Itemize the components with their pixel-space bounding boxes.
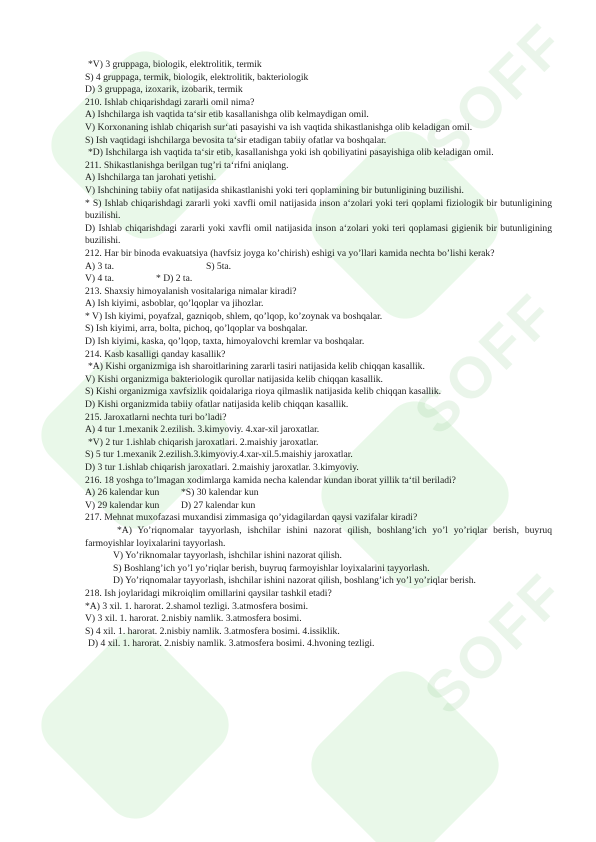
answer-option: A) Ish kiyimi, asboblar, qo’lqoplar va jihozlar. [85,298,264,310]
answer-option: D) 27 kalendar kun [181,499,256,511]
answer-option: *S) 30 kalendar kun [181,487,259,499]
answer-option: *V) 3 gruppaga, biologik, elektrolitik, termik [88,59,262,70]
answer-option: *A) Kishi organizmiga ish sharoitlarining zararli tasiri natijasida kelib chiqqan kasallik. [88,361,425,373]
answer-row [85,261,552,274]
answer-option: A) 26 kalendar kun [85,487,160,499]
answer-option: A) 3 ta. [85,260,115,272]
watermark-text: SOFF [402,280,569,447]
answer-option: A) Ishchilarga tan jarohati yetishi. [85,172,217,184]
answer-option: S) Boshlang’ich yo’l yo’riqlar berish, buyruq farmoyishlar loyixalarini tayyorlash. [113,562,430,574]
answer-option: S) 5 tur 1.mexanik 2.ezilish.3.kimyoviy.4.xar-xil.5.maishiy jaroxatlar. [85,449,353,461]
answer-option: S) 5ta. [206,260,232,272]
answer-option: D) Kishi organizmida tabiiy ofatlar natijasida kelib chiqqan kasallik. [85,399,349,411]
watermark-text: SOFF [412,560,579,727]
answer-option: V) Yo’riknomalar tayyorlash, ishchilar ishini nazorat qilish. [113,550,342,562]
answer-option: A) Ishchilarga ish vaqtida ta‘sir etib kasallanishga olib kelmaydigan omil. [85,109,369,121]
question-text: 210. Ishlab chiqarishdagi zararli omil nima? [85,96,255,108]
answer-option: D) 3 tur 1.ishlab chiqarish jaroxatlari. 2.maishiy jaroxatlar. 3.kimyoviy. [85,462,359,473]
watermark-shape [299,659,511,842]
answer-option: *V) 2 tur 1.ishlab chiqarish jaroxatlari. 2.maishiy jaroxatlar. [88,436,319,448]
question-text: 218. Ish joylaridagi mikroiqlim omillarini qaysilar tashkil etadi? [85,587,332,599]
question-text: 217. Mehnat muxofazasi muxandisi zimmasiga qo’yidagilardan qaysi vazifalar kiradi? [85,512,418,524]
answer-option: D) Ishlab chiqarishdagi zararli yoki xavfli omil natijasida inson a‘zolari yoki teri qoplamasi gigienik bir butunligining buzilishi. [85,222,552,247]
question-text: 212. Har bir binoda evakuatsiya (havfsiz joyga ko’chirish) eshigi va yo’llari kamida nechta bo’lishi kerak? [85,247,495,259]
answer-option: D) 3 gruppaga, izoxarik, izobarik, termik [85,84,243,96]
answer-option: S) 4 gruppaga, termik, biologik, elektrolitik, bakteriologik [85,71,309,83]
answer-row [85,487,552,500]
answer-option: D) Ish kiyimi, kaska, qo’lqop, taxta, himoyalovchi kremlar va boshqalar. [85,336,365,348]
answer-option: S) Kishi organizmiga xavfsizlik qoidalariga rioya qilmaslik natijasida kelib chiqqan kasallik. [85,386,442,398]
answer-option: * D) 2 ta. [156,273,193,285]
answer-option: V) 3 xil. 1. harorat. 2.nisbiy namlik. 3.atmosfera bosimi. [85,613,302,625]
answer-option: V) 29 kalendar kun [85,499,160,511]
answer-option: *A) 3 xil. 1. harorat. 2.shamol tezligi. 3.atmosfera bosimi. [85,600,309,612]
answer-option: D) Yo’riqnomalar tayyorlash, ishchilar ishini nazorat qilish, boshlang’ich yo’l yo’riqlar berish. [113,575,476,587]
question-text: 215. Jaroxatlarni nechta turi bo’ladi? [85,411,227,423]
document-page [85,59,552,651]
watermark-text: SOFF [412,10,579,177]
answer-option: V) Korxonaning ishlab chiqarish sur‘ati pasayishi va ish vaqtida shikastlanishga olib keladigan omil. [85,121,473,133]
question-text: 214. Kasb kasalligi qanday kasallik? [85,348,226,360]
question-text: 216. 18 yoshga to’lmagan xodimlarga kamida necha kalendar kundan iborat yillik ta‘til beriladi? [85,474,456,486]
answer-option: D) 4 xil. 1. harorat. 2.nisbiy namlik. 3.atmosfera bosimi. 4.hvoning tezligi. [88,638,375,650]
answer-option: V) Ishchining tabiiy ofat natijasida shikastlanishi yoki teri qoplamining bir butunligining buzilishi. [85,184,464,196]
answer-row [85,500,552,513]
answer-option: S) Ish kiyimi, arra, bolta, pichoq, qo’lqoplar va boshqalar. [85,323,308,335]
question-text: 213. Shaxsiy himoyalanish vositalariga nimalar kiradi? [85,285,297,297]
answer-option: V) 4 ta. [85,273,115,285]
answer-option: A) 4 tur 1.mexanik 2.ezilish. 3.kimyoviy. 4.xar-xil jaroxatlar. [85,424,320,436]
answer-option: *D) Ishchilarga ish vaqtida ta‘sir etib, kasallanishga yoki ish qobiliyatini pasayishiga olib keladigan omil. [88,147,494,159]
answer-option: S) Ish vaqtidagi ishchilarga bevosita ta‘sir etadigan tabiiy ofatlar va boshqalar. [85,134,387,146]
answer-option: S) 4 xil. 1. harorat. 2.nisbiy namlik. 3.atmosfera bosimi. 4.issiklik. [85,625,340,637]
answer-option: * V) Ish kiyimi, poyafzal, gazniqob, shlem, qo’lqop, ko’zoynak va boshqalar. [85,310,383,322]
answer-option: * S) Ishlab chiqarishdagi zararli yoki xavfli omil natijasida inson a‘zolari yoki teri qoplami fiziologik bir butunligining buzilishi. [85,197,552,222]
answer-option: V) Kishi organizmiga bakteriologik qurollar natijasida kelib chiqqan kasallik. [85,373,383,385]
answer-option: *A) Yo’riqnomalar tayyorlash, ishchilar ishini nazorat qilish, boshlang’ich yo’l yo’riqlar berish, buyruq farmoyishlar loyixalarini tayyorlash. [85,524,552,549]
answer-row [85,273,552,286]
question-text: 211. Shikastlanishga berilgan tug’ri ta‘rifni aniqlang. [85,159,289,171]
